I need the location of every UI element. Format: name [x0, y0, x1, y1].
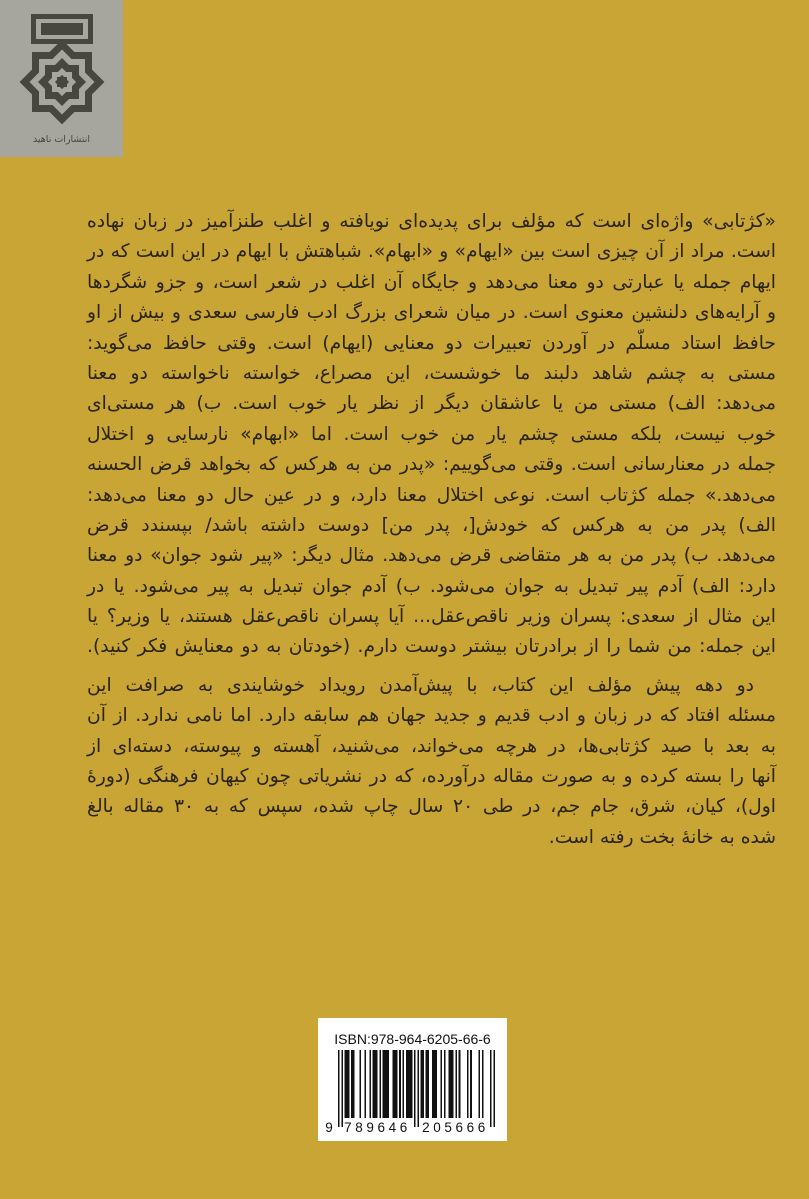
- barcode-bar: [399, 1050, 401, 1118]
- blurb-line: شده به خانهٔ بخت رفته است.: [548, 826, 776, 848]
- barcode-bar: [455, 1050, 457, 1118]
- barcode-right-digits: 205666: [422, 1120, 489, 1135]
- isbn-barcode-box: [318, 1018, 507, 1141]
- logo-frame-shape: [31, 14, 93, 44]
- barcode-bar: [369, 1050, 371, 1118]
- blurb-line: دو دهه پیش مؤلف این کتاب، با پیش‌آمدن رویداد خوشایندی به صرافت این: [87, 674, 754, 696]
- blurb-line: اول)، کیان، شرق، جام جم، در طی ۲۰ سال چاپ شده، سپس که به ۳۰ مقاله بالغ: [87, 796, 776, 818]
- barcode-first-digit: 9: [325, 1120, 333, 1135]
- barcode-bar: [432, 1050, 437, 1118]
- blurb-line: مستی به چشم شاهد دلبند ما خوشست، این مصراع، خواسته ناخواسته دو معنا: [87, 362, 776, 384]
- barcode-bar: [449, 1050, 454, 1118]
- barcode-bar: [373, 1050, 378, 1118]
- barcode-guard-bar: [414, 1050, 416, 1127]
- barcode-bar: [459, 1050, 461, 1118]
- barcode-bar: [421, 1050, 424, 1118]
- barcode-bar: [482, 1050, 484, 1118]
- blurb-line: الف) پدر من به هرکس که خودش[، پدر من] دوست داشته باشد/ بپسندد قرض: [87, 514, 776, 536]
- barcode-guard-bar: [490, 1050, 492, 1127]
- barcode-bar: [478, 1050, 480, 1118]
- barcode-bar: [351, 1050, 354, 1118]
- star-emblem-icon: [0, 0, 123, 132]
- blurb-line: این مثال از سعدی: پسران وزیر ناقص‌عقل... آیا پسران ناقص‌عقل هستند، یا وزیر؟ یا: [87, 606, 776, 628]
- barcode-bar: [393, 1050, 398, 1118]
- barcode-bar: [470, 1050, 472, 1118]
- barcode-guard-bar: [341, 1050, 343, 1127]
- barcode-left-digits: 789646: [344, 1120, 411, 1135]
- barcode-bars: [338, 1050, 495, 1128]
- barcode-guard-bar: [493, 1050, 495, 1127]
- barcode-bar: [345, 1050, 350, 1118]
- logo-star-center: [55, 75, 69, 89]
- blurb-line: خوب نیست، بلکه مستی چشم یار من خوب است. اما «ابهام» نارسایی و اختلال: [87, 423, 776, 445]
- blurb-line: «کژتابی» واژه‌ای است که مؤلف برای پدیده‌ای نویافته و اغلب طنزآمیز در زبان نهاده: [87, 211, 776, 232]
- blurb-paragraph: [87, 671, 776, 853]
- isbn-label: ISBN:978-964-6205-66-6: [334, 1031, 491, 1047]
- blurb-line: جمله در معنارسانی است. وقتی می‌گوییم: «پدر من به هرکس که بخواهد قرض الحسنه: [87, 454, 776, 476]
- barcode-bar: [383, 1050, 390, 1118]
- blurb-line: ایهام جمله یا عبارتی دو معنا می‌دهد و جایگاه آن اغلب در شعر است، و جزو شگردها: [87, 271, 776, 293]
- publisher-logo-panel: [0, 0, 123, 157]
- barcode-bar: [379, 1050, 381, 1118]
- blurb-line: می‌دهد.» جمله کژتاب است. نوعی اختلال معنا دارد، و در عین حال دو معنا می‌دهد:: [87, 484, 776, 506]
- blurb-line: مسئله افتاد که در زبان و ادب قدیم و جدید جهان هم سابقه دارد. اما نامی ندارد. از آن: [87, 705, 776, 727]
- blurb-line: دارد: الف) آدم پیر تبدیل به جوان می‌شود. ب) آدم جوان تبدیل به پیر می‌شود. یا در: [87, 575, 776, 597]
- blurb-line: آنها را بسته کرده و به صورت مقاله درآورده، که در نشریاتی چون کیهان فرهنگی (دورهٔ: [87, 766, 776, 788]
- blurb-line: می‌دهد: الف) مستی من یا عاشقان دیگر از نظر یار خوب است. ب) هر مستی‌ای: [87, 393, 776, 415]
- barcode-bar: [444, 1050, 446, 1118]
- barcode-bar: [402, 1050, 404, 1118]
- barcode-bar: [359, 1050, 361, 1118]
- barcode-bar: [440, 1050, 442, 1118]
- barcode-bar: [364, 1050, 366, 1118]
- barcode-bar: [467, 1050, 469, 1118]
- publisher-name: انتشارات ناهید: [32, 134, 91, 145]
- blurb-line: حافظ استاد مسلّم در آوردن تعبیرات دو معنایی (ایهام) است. وقتی حافظ می‌گوید:: [87, 332, 776, 354]
- blurb-paragraph: [87, 207, 776, 663]
- blurb-line: و آرایه‌های دلنشین معنوی است. در میان شعرای بزرگ ادب فارسی سعدی و بیش از او: [87, 302, 776, 324]
- barcode-bar: [426, 1050, 429, 1118]
- back-cover-blurb: [87, 207, 776, 853]
- barcode-guard-bar: [338, 1050, 340, 1127]
- blurb-line: می‌دهد. ب) پدر من به هر متقاضی قرض می‌دهد. مثال دیگر: «پیر شود جوان» دو معنا: [87, 545, 776, 567]
- barcode-bar: [406, 1050, 413, 1118]
- blurb-line: است. مراد از آن چیزی است بین «ایهام» و «ابهام». شباهتش با ایهام در این است که در: [87, 241, 776, 263]
- blurb-line: به بعد با صید کژتابی‌ها، در هرچه می‌خواند، می‌شنید، آهسته و پیوسته، دسته‌ای از: [87, 735, 776, 757]
- barcode-guard-bar: [417, 1050, 419, 1127]
- blurb-line: این جمله: من شما را از برادرتان بیشتر دوست دارم. (خودتان به دو معنایش فکر کنید).: [87, 636, 776, 658]
